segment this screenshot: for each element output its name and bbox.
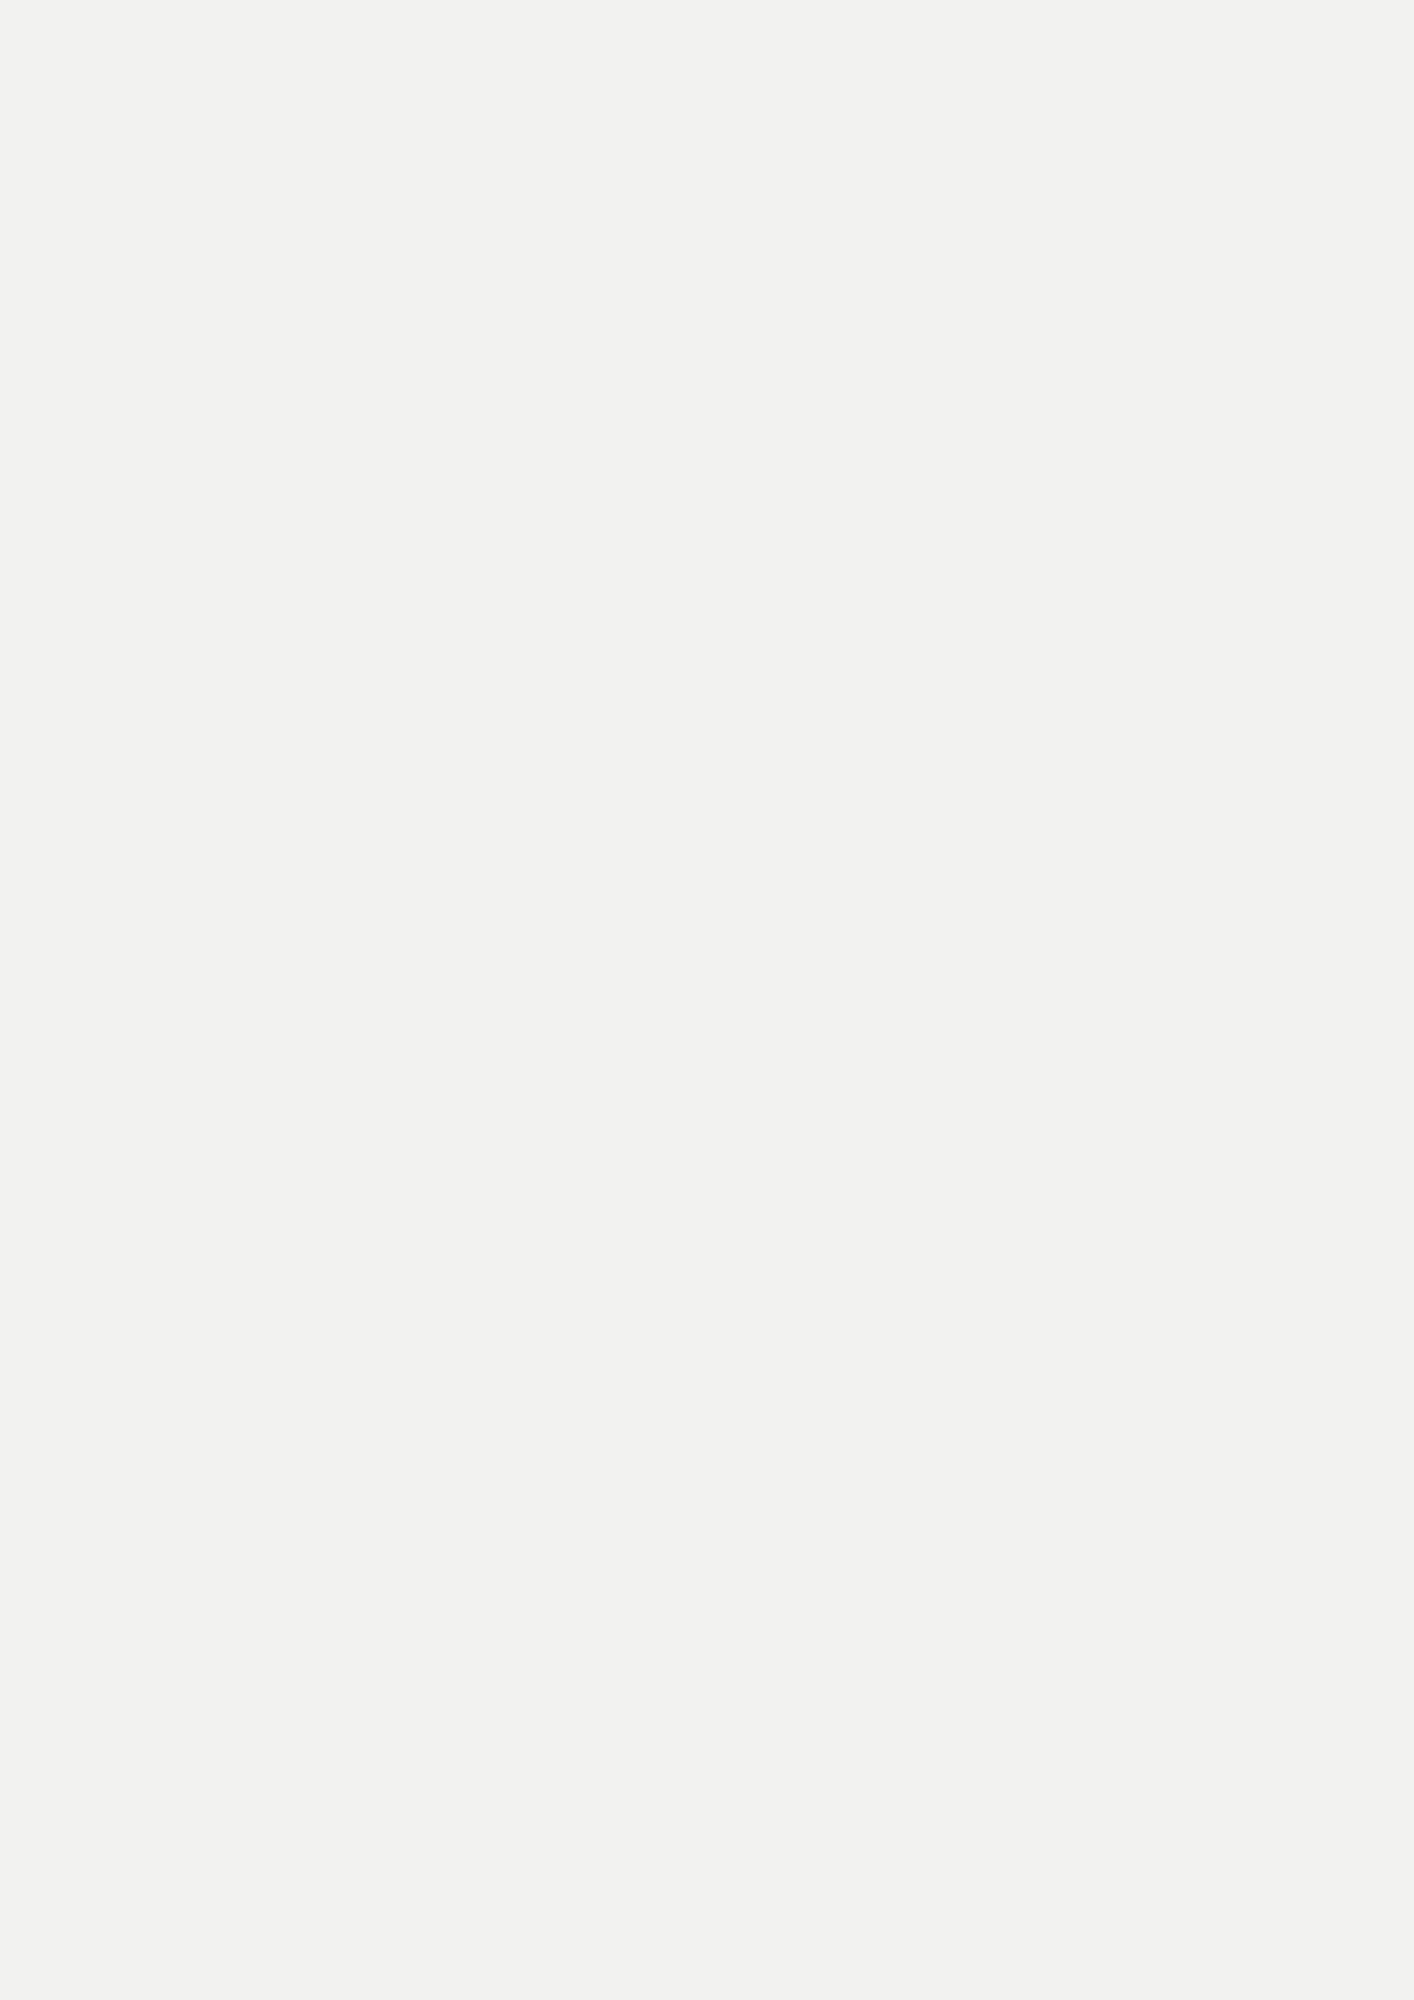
page-title — [0, 118, 1414, 218]
flower-ornament-icon — [678, 140, 728, 190]
bottom-garland-decoration — [0, 1760, 1414, 2000]
top-garland-decoration — [0, 0, 1414, 760]
